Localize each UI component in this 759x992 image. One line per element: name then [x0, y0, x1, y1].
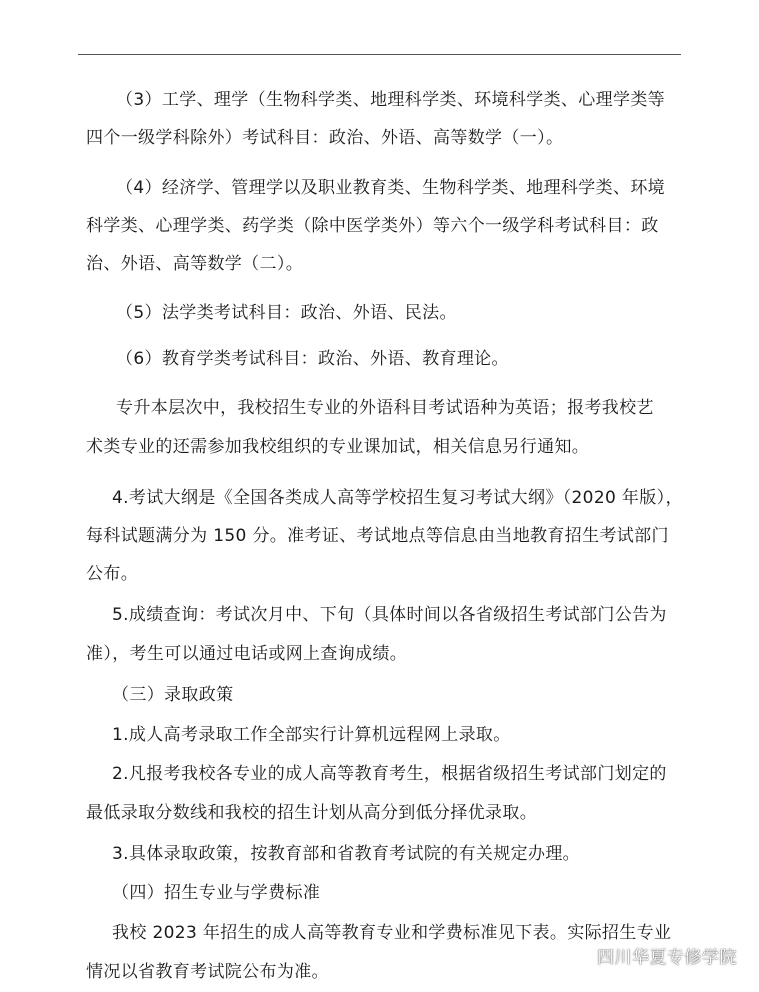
paragraph-line: 治、外语、高等数学（二）。 [86, 254, 304, 274]
paragraph-line: 5.成绩查询：考试次月中、下旬（具体时间以各省级招生考试部门公告为 [112, 605, 667, 625]
watermark-text: 四川华夏专修学院 [597, 948, 737, 968]
header-rule [78, 54, 681, 55]
paragraph-line: （3）工学、理学（生物科学类、地理科学类、环境科学类、心理学类等 [116, 90, 666, 110]
paragraph-line: 科学类、心理学类、药学类（除中医学类外）等六个一级学科考试科目：政 [86, 216, 659, 236]
paragraph-line: 情况以省教育考试院公布为准。 [86, 962, 329, 982]
paragraph-line: 我校 2023 年招生的成人高等教育专业和学费标准见下表。实际招生专业 [112, 923, 672, 943]
section-heading: （四）招生专业与学费标准 [112, 883, 321, 903]
paragraph-line: 公布。 [86, 564, 139, 584]
section-heading: （三）录取政策 [112, 685, 234, 705]
paragraph-line: 4.考试大纲是《全国各类成人高等学校招生复习考试大纲》（2020 年版）， [112, 488, 683, 508]
paragraph-line: 四个一级学科除外）考试科目：政治、外语、高等数学（一）。 [86, 128, 564, 148]
wechat-icon [563, 944, 591, 968]
watermark [563, 943, 737, 968]
paragraph-line: 专升本层次中，我校招生专业的外语科目考试语种为英语；报考我校艺 [116, 398, 654, 418]
paragraph-line: 准），考生可以通过电话或网上查询成绩。 [86, 644, 408, 664]
paragraph-line: 术类专业的还需参加我校组织的专业课加试，相关信息另行通知。 [86, 437, 590, 457]
paragraph-line: （6）教育学类考试科目：政治、外语、教育理论。 [116, 349, 509, 369]
paragraph-line: （4）经济学、管理学以及职业教育类、生物科学类、地理科学类、环境 [116, 178, 666, 198]
paragraph-line: 1.成人高考录取工作全部实行计算机远程网上录取。 [112, 725, 511, 745]
paragraph-line: 2.凡报考我校各专业的成人高等教育考生，根据省级招生考试部门划定的 [112, 764, 667, 784]
paragraph-line: 最低录取分数线和我校的招生计划从高分到低分择优录取。 [86, 803, 538, 823]
paragraph-line: （5）法学类考试科目：政治、外语、民法。 [116, 303, 457, 323]
paragraph-line: 3.具体录取政策，按教育部和省教育考试院的有关规定办理。 [112, 844, 581, 864]
paragraph-line: 每科试题满分为 150 分。准考证、考试地点等信息由当地教育招生考试部门 [86, 526, 669, 546]
